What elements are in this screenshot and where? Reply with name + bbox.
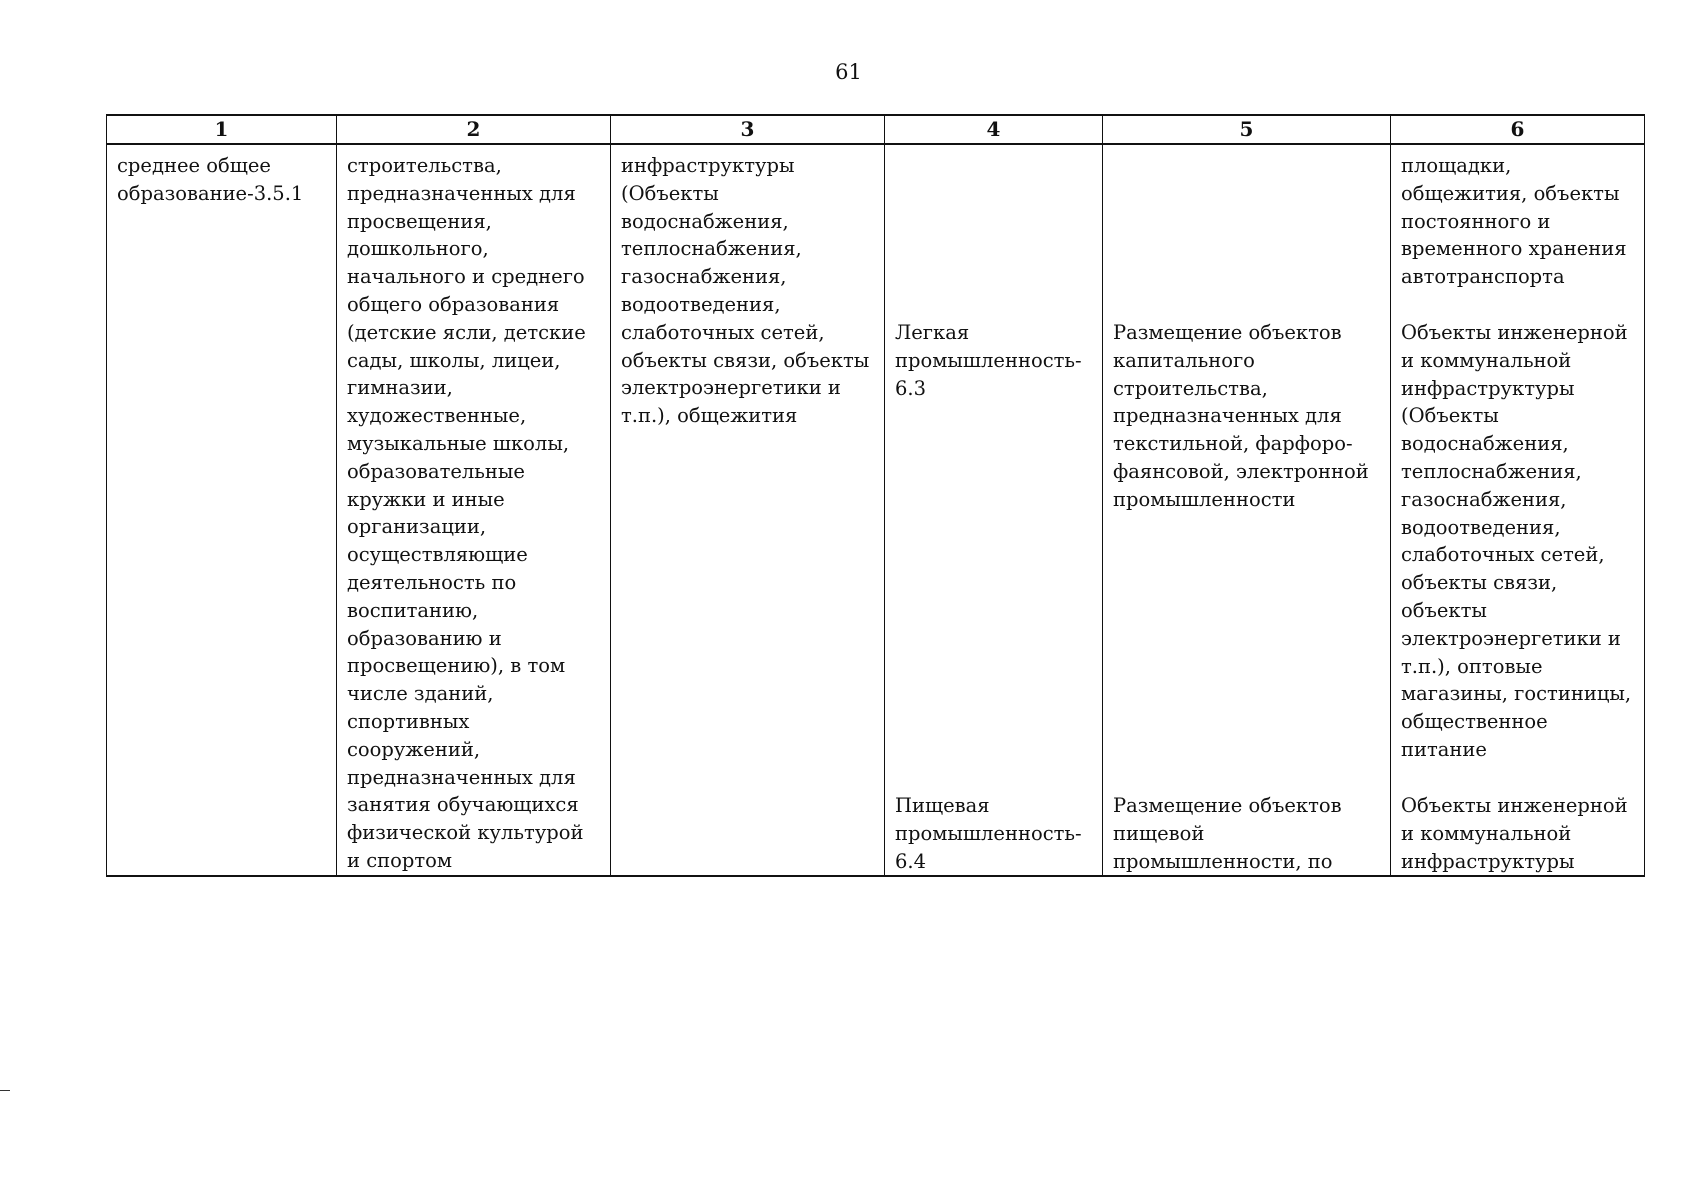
text-line: электроэнергетики и xyxy=(1401,626,1621,650)
text-line: водоотведения, xyxy=(1401,515,1561,539)
text-line: образовательные xyxy=(347,459,525,483)
text-line: гимназии, xyxy=(347,376,453,400)
text-line: теплоснабжения, xyxy=(1401,459,1582,483)
text-line: кружки и иные xyxy=(347,487,505,511)
text-line: слаботочных сетей, xyxy=(1401,543,1605,567)
text-line: автотранспорта xyxy=(1401,265,1565,289)
cell-col6-block-food-industry xyxy=(1401,792,1634,875)
text-line: воспитанию, xyxy=(347,598,479,622)
text-line: общего образования xyxy=(347,292,560,316)
text-line: строительства, xyxy=(347,154,502,177)
text-line: Пищевая xyxy=(895,794,990,817)
cell-col5-block-light-industry xyxy=(1113,319,1380,514)
text-line: сооружений, xyxy=(347,737,481,761)
text-line: образование-3.5.1 xyxy=(117,181,304,205)
text-line: промышленности xyxy=(1113,487,1296,511)
cell-col5 xyxy=(1103,144,1391,876)
text-line: (Объекты xyxy=(621,181,719,205)
text-line: т.п.), общежития xyxy=(621,404,798,428)
text-line: водоснабжения, xyxy=(621,209,789,233)
text-line: объекты xyxy=(1401,598,1487,622)
column-header-1: 1 xyxy=(107,115,337,144)
column-header-4: 4 xyxy=(885,115,1103,144)
cell-col6-content xyxy=(1401,152,1634,872)
text-line: постоянного и xyxy=(1401,209,1551,233)
text-line: промышленность- xyxy=(895,821,1082,845)
text-line: и коммунальной xyxy=(1401,821,1572,845)
text-line: площадки, xyxy=(1401,154,1512,177)
cell-col6 xyxy=(1391,144,1645,876)
cell-col5-block-food-industry xyxy=(1113,792,1380,875)
text-line: спортивных xyxy=(347,709,470,733)
cell-col6-block-light-industry xyxy=(1401,319,1634,764)
text-line: объекты связи, xyxy=(1401,571,1558,595)
text-line: предназначенных для xyxy=(347,181,576,205)
text-line: Объекты инженерной xyxy=(1401,321,1628,344)
table-row xyxy=(107,144,1645,876)
text-line: магазины, гостиницы, xyxy=(1401,682,1632,706)
cell-col4-block-food-industry xyxy=(895,792,1092,875)
text-line: строительства, xyxy=(1113,376,1268,400)
text-line: промышленности, по xyxy=(1113,849,1333,873)
text-line: и спортом xyxy=(347,848,453,872)
text-line: осуществляющие xyxy=(347,543,528,567)
text-line: слаботочных сетей, xyxy=(621,320,825,344)
text-line: водоотведения, xyxy=(621,292,781,316)
cell-col1-text xyxy=(117,152,326,208)
text-line: предназначенных для xyxy=(1113,404,1342,428)
text-line: 6.4 xyxy=(895,849,927,873)
text-line: объекты связи, объекты xyxy=(621,348,870,372)
text-line: просвещению), в том xyxy=(347,654,566,678)
cell-col5-content xyxy=(1113,152,1380,872)
text-line: числе зданий, xyxy=(347,682,494,706)
text-line: образованию и xyxy=(347,626,502,650)
text-line: физической культурой xyxy=(347,821,584,845)
text-line: временного хранения xyxy=(1401,237,1627,261)
column-header-5: 5 xyxy=(1103,115,1391,144)
text-line: текстильной, фарфоро- xyxy=(1113,432,1353,456)
text-line: питание xyxy=(1401,737,1487,761)
cell-col1 xyxy=(107,144,337,876)
text-line: Легкая xyxy=(895,321,970,344)
text-line: фаянсовой, электронной xyxy=(1113,459,1369,483)
text-line: инфраструктуры xyxy=(621,154,795,177)
cell-col4-block-light-industry xyxy=(895,319,1092,402)
text-line: общежития, объекты xyxy=(1401,181,1620,205)
text-line: среднее общее xyxy=(117,154,271,177)
text-line: капитального xyxy=(1113,348,1255,372)
cell-col2-text xyxy=(347,152,600,875)
land-use-table xyxy=(106,114,1645,877)
column-header-3: 3 xyxy=(611,115,885,144)
text-line: начального и среднего xyxy=(347,265,585,289)
text-line: инфраструктуры xyxy=(1401,376,1575,400)
text-line: инфраструктуры xyxy=(1401,849,1575,873)
text-line: водоснабжения, xyxy=(1401,432,1569,456)
text-line: теплоснабжения, xyxy=(621,237,802,261)
scan-edge-mark xyxy=(0,1090,10,1091)
text-line: 6.3 xyxy=(895,376,927,400)
cell-col3 xyxy=(611,144,885,876)
text-line: предназначенных для xyxy=(347,765,576,789)
cell-col4-content xyxy=(895,152,1092,872)
table-header-row xyxy=(107,115,1645,144)
column-header-6: 6 xyxy=(1391,115,1645,144)
text-line: художественные, xyxy=(347,404,527,428)
text-line: и коммунальной xyxy=(1401,348,1572,372)
text-line: занятия обучающихся xyxy=(347,793,579,817)
text-line: организации, xyxy=(347,515,487,539)
text-line: деятельность по xyxy=(347,570,517,594)
text-line: Объекты инженерной xyxy=(1401,794,1628,817)
cell-col3-text xyxy=(621,152,874,430)
text-line: Размещение объектов xyxy=(1113,794,1342,817)
text-line: сады, школы, лицеи, xyxy=(347,348,561,372)
text-line: дошкольного, xyxy=(347,237,489,261)
text-line: газоснабжения, xyxy=(1401,487,1567,511)
cell-col4 xyxy=(885,144,1103,876)
text-line: просвещения, xyxy=(347,209,492,233)
text-line: промышленность- xyxy=(895,348,1082,372)
text-line: пищевой xyxy=(1113,821,1205,845)
text-line: (детские ясли, детские xyxy=(347,320,586,344)
cell-col2 xyxy=(337,144,611,876)
text-line: электроэнергетики и xyxy=(621,376,841,400)
column-header-2: 2 xyxy=(337,115,611,144)
text-line: (Объекты xyxy=(1401,404,1499,428)
text-line: Размещение объектов xyxy=(1113,321,1342,344)
page-number: 61 xyxy=(835,60,862,84)
text-line: т.п.), оптовые xyxy=(1401,654,1543,678)
text-line: газоснабжения, xyxy=(621,265,787,289)
text-line: музыкальные школы, xyxy=(347,431,570,455)
cell-col6-block-continued xyxy=(1401,152,1634,291)
text-line: общественное xyxy=(1401,710,1548,734)
